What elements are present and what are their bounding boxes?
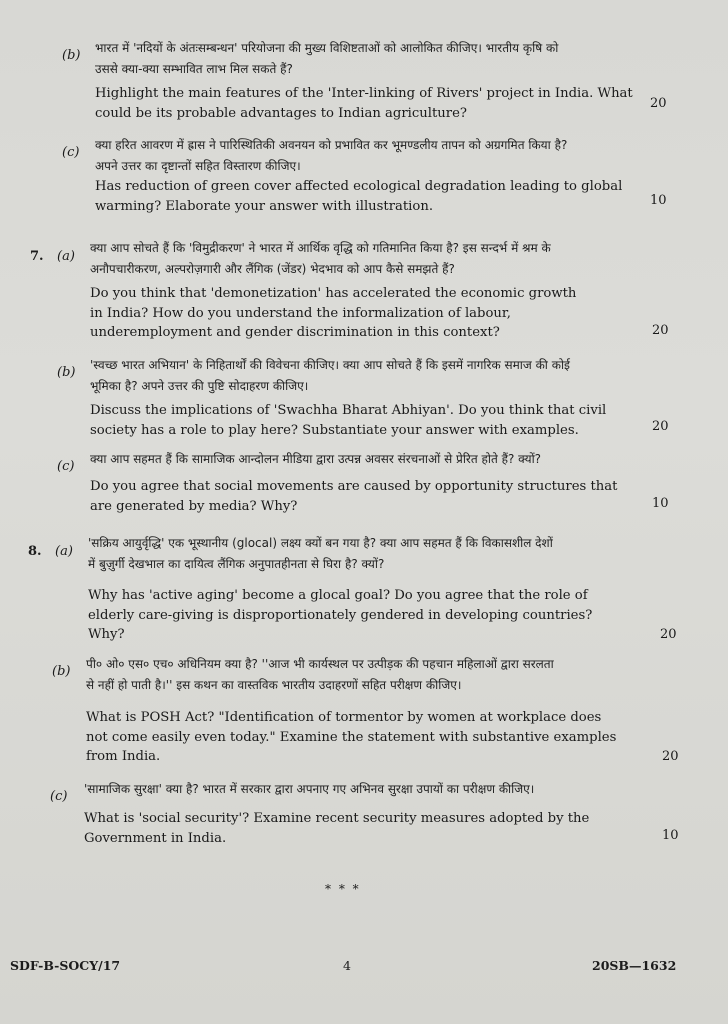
- marks: 20: [650, 96, 667, 111]
- marks: 20: [652, 323, 669, 338]
- english-text: What is POSH Act? "Identification of tormentor by women at workplace does not come easily even today." Examine the statement with substantive examples from India.: [86, 710, 617, 764]
- serial-code: 20SB—1632: [592, 958, 677, 973]
- part-label: (c): [57, 459, 75, 474]
- question-number: 8.: [28, 544, 42, 559]
- english-text: Has reduction of green cover affected ecological degradation leading to global warming? Elaborate your answer with illustration.: [95, 179, 623, 214]
- hindi-text: क्या आप सहमत हैं कि सामाजिक आन्दोलन मीडिया द्वारा उत्पन्न अवसर संरचनाओं से प्रेरित होते हैं? क्यों?: [90, 452, 542, 466]
- part-label: (a): [57, 249, 75, 264]
- part-label: (c): [62, 145, 80, 160]
- english-text: Highlight the main features of the 'Inter-linking of Rivers' project in India. What could be its probable advantages to Indian agriculture?: [95, 86, 633, 121]
- hindi-text: पी० ओ० एस० एच० अधिनियम क्या है? ''आज भी कार्यस्थल पर उत्पीड़क की पहचान महिलाओं द्वारा सरलता से नहीं हो पाती है।'' इस कथन का वास्तविक भारतीय उदाहरणों सहित परीक्षण कीजिए।: [86, 657, 554, 692]
- hindi-text: 'स्वच्छ भारत अभियान' के निहितार्थों की विवेचना कीजिए। क्या आप सोचते हैं कि इसमें नागरिक समाज की कोई भूमिका है? अपने उत्तर की पुष्टि सोदाहरण कीजिए।: [90, 358, 570, 393]
- hindi-text: क्या हरित आवरण में ह्रास ने पारिस्थितिकी अवनयन को प्रभावित कर भूमण्डलीय तापन को अग्रगमित किया है? अपने उत्तर का दृष्टान्तों सहित विस्तारण कीजिए।: [95, 138, 568, 173]
- part-label: (b): [62, 48, 81, 63]
- english-text: Discuss the implications of 'Swachha Bharat Abhiyan'. Do you think that civil society has a role to play here? Substantiate your answer with examples.: [90, 403, 607, 438]
- marks: 20: [660, 627, 677, 642]
- question-number: 7.: [30, 249, 44, 264]
- hindi-text: 'सामाजिक सुरक्षा' क्या है? भारत में सरकार द्वारा अपनाए गए अभिनव सुरक्षा उपायों का परीक्षण कीजिए।: [84, 782, 535, 796]
- part-label: (a): [55, 544, 73, 559]
- hindi-text: क्या आप सोचते हैं कि 'विमुद्रीकरण' ने भारत में आर्थिक वृद्धि को गतिमानित किया है? इस सन्दर्भ में श्रम के अनौपचारीकरण, अल्परोज़गारी और लैंगिक (जेंडर) भेदभाव को आप कैसे समझते हैं?: [90, 241, 551, 276]
- english-text: Do you think that 'demonetization' has accelerated the economic growth in India? How do you understand the informalization of labour, underemployment and gender discrimination in this context?: [90, 286, 577, 340]
- english-text: What is 'social security'? Examine recent security measures adopted by the Government in India.: [84, 811, 590, 846]
- marks: 20: [652, 419, 669, 434]
- marks: 10: [650, 193, 667, 208]
- hindi-text: भारत में 'नदियों के अंतःसम्बन्धन' परियोजना की मुख्य विशिष्टताओं को आलोकित कीजिए। भारतीय कृषि को उससे क्या-क्या सम्भावित लाभ मिल सकते हैं?: [95, 41, 559, 76]
- end-marker: * * *: [325, 882, 361, 896]
- marks: 20: [662, 749, 679, 764]
- paper-code: SDF-B-SOCY/17: [10, 958, 121, 973]
- marks: 10: [652, 496, 669, 511]
- marks: 10: [662, 828, 679, 843]
- part-label: (b): [57, 365, 76, 380]
- english-text: Do you agree that social movements are caused by opportunity structures that are generated by media? Why?: [90, 479, 618, 514]
- part-label: (c): [50, 789, 68, 804]
- hindi-text: 'सक्रिय आयुर्वृद्धि' एक भूस्थानीय (glocal) लक्ष्य क्यों बन गया है? क्या आप सहमत हैं कि विकासशील देशों में बुज़ुर्गी देखभाल का दायित्व लैंगिक अनुपातहीनता से घिरा है? क्यों?: [88, 536, 553, 571]
- part-label: (b): [52, 664, 71, 679]
- english-text: Why has 'active aging' become a glocal goal? Do you agree that the role of elderly care-giving is disproportionately gendered in developing countries? Why?: [88, 588, 593, 642]
- page-number: 4: [343, 958, 351, 973]
